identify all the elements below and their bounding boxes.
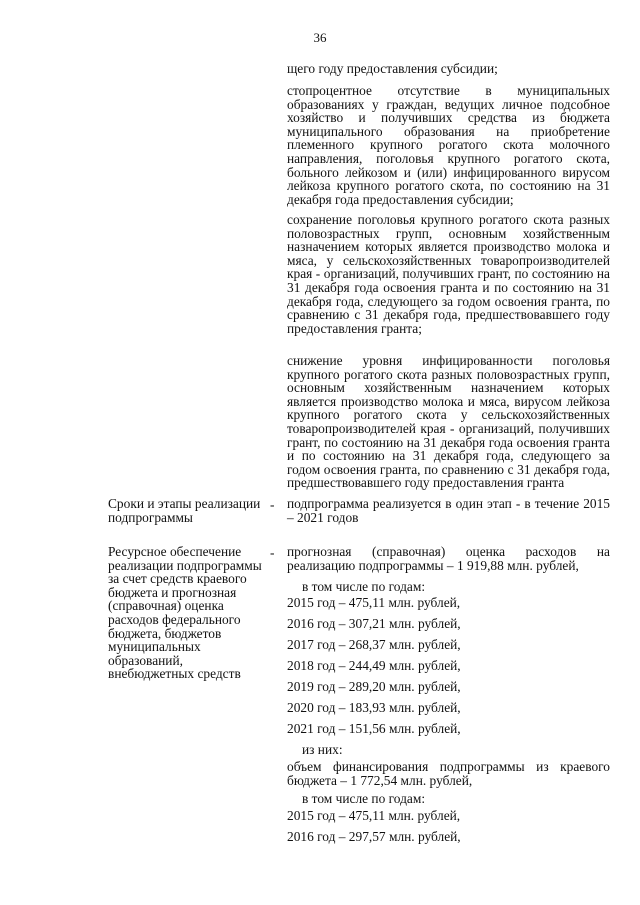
year-line: 2021 год – 151,56 млн. рублей, [287,721,461,736]
year-line: 2019 год – 289,20 млн. рублей, [287,679,461,694]
regional-budget-total: объем финансирования подпрограммы из краевого бюджета – 1 772,54 млн. рублей, [287,759,610,788]
of-which-label: из них: [302,742,343,757]
regional-year-line: 2015 год – 475,11 млн. рублей, [287,808,461,823]
page-number: 36 [313,30,327,45]
by-years-label: в том числе по годам: [302,579,426,594]
regional-year-line: 2016 год – 297,57 млн. рублей, [287,829,461,844]
paragraph-continuation: щего году предоставления субсидии; [287,61,498,76]
resources-total: прогнозная (справочная) оценка расходов на реализацию подпрограммы – 1 919,88 млн. рублей, [287,544,610,573]
terms-label: Сроки и этапы реализации подпрограммы [108,496,261,525]
resources-dash: - [270,545,275,560]
year-line: 2017 год – 268,37 млн. рублей, [287,637,461,652]
year-line: 2016 год – 307,21 млн. рублей, [287,616,461,631]
paragraph-leukosis-households: стопроцентное отсутствие в муниципальных образованиях у граждан, ведущих личное подсобное хозяйство и получивших средства из бюджета муниципального образования на приобретение племенного крупного рогатого скота молочного направления, поголовья крупного рогатого скота, больного лейкозом и (или) инфицированного вирусом лейкоза крупного рогатого скота, по состоянию на 31 декабря года предоставления субсидии; [287,83,610,207]
by-years-label-2: в том числе по годам: [302,791,426,806]
resources-label: Ресурсное обеспечение реализации подпрограммы за счет средств краевого бюджета и прогнозная (справочная) оценка расходов федерального бюджета, бюджетов муниципальных образований, внебюджетных средств [108,544,262,682]
paragraph-livestock-preservation: сохранение поголовья крупного рогатого скота разных половозрастных групп, основным хозяйственным назначением которых является производство молока и мяса, у сельскохозяйственных товаропроизводителей края - организаций, получивших грант, по состоянию на 31 декабря года освоения гранта и по состоянию на 31 декабря года, следующего за годом освоения гранта, по сравнению с 31 декабря года, предшествовавшего году предоставления гранта; [287,212,610,336]
year-line: 2018 год – 244,49 млн. рублей, [287,658,461,673]
year-line: 2020 год – 183,93 млн. рублей, [287,700,461,715]
terms-dash: - [270,497,275,512]
paragraph-infection-reduction: снижение уровня инфицированности поголовья крупного рогатого скота разных половозрастных групп, основным хозяйственным назначением которых является производство молока и мяса, вирусом лейкоза крупного рогатого скота у сельскохозяйственных товаропроизводителей края - организаций, получивших грант, по состоянию на 31 декабря года освоения гранта и по состоянию на 31 декабря года, следующего за годом освоения гранта, по сравнению с 31 декабря года, предшествовавшего году предоставления гранта [287,353,610,491]
terms-value: подпрограмма реализуется в один этап - в течение 2015 – 2021 годов [287,496,610,525]
year-line: 2015 год – 475,11 млн. рублей, [287,595,461,610]
